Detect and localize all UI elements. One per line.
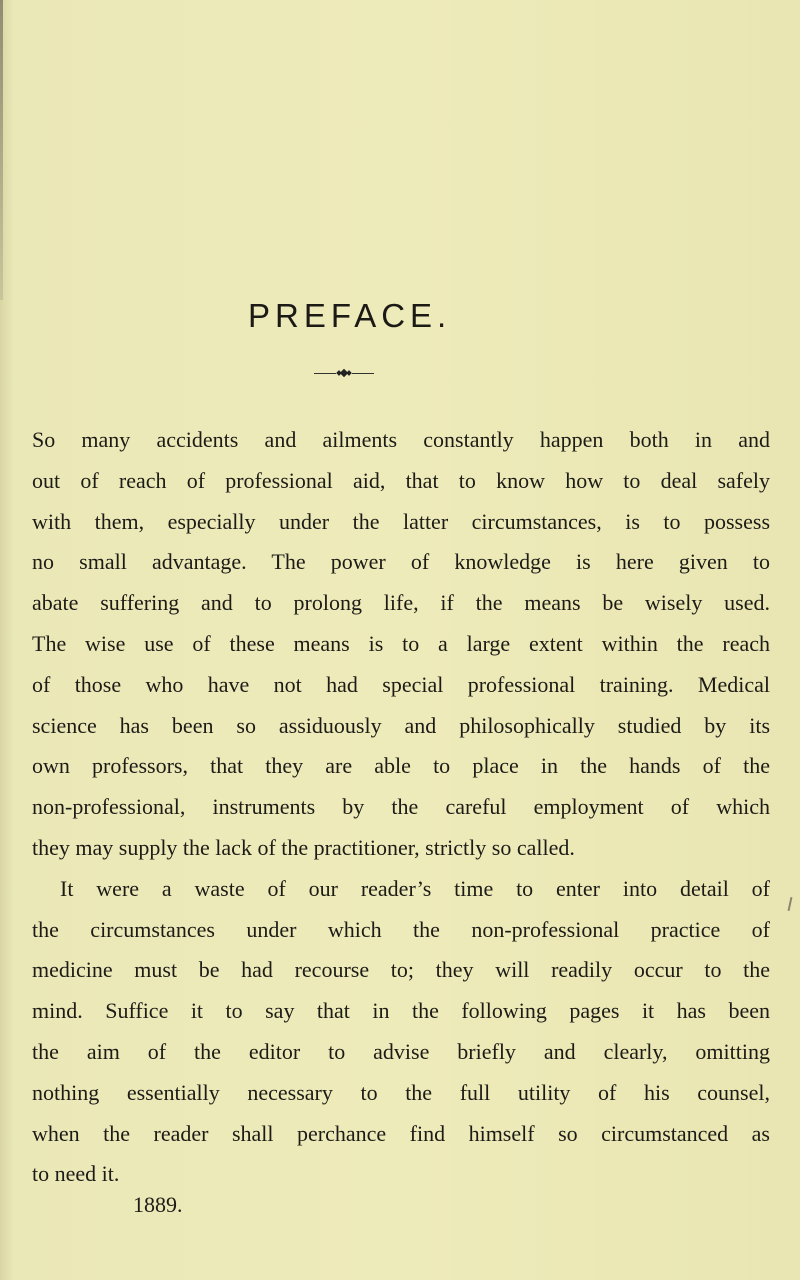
paragraph-1-line-9: own professors, that they are able to place in the hands of the <box>32 753 770 779</box>
paragraph-2-line-8: to need it. <box>32 1161 120 1187</box>
ornamental-rule-icon <box>314 368 374 380</box>
ornament-diamond-small-right <box>346 370 352 376</box>
preface-body <box>32 420 770 1195</box>
paragraph-1-line-5: abate suffering and to prolong life, if the means be wisely used. <box>32 590 770 616</box>
paragraph-2-line-4: mind. Suffice it to say that in the following pages it has been <box>32 998 770 1024</box>
margin-pencil-mark <box>788 897 793 911</box>
paragraph-1-line-4: no small advantage. The power of knowledge is here given to <box>32 549 770 575</box>
preface-date: 1889. <box>133 1192 183 1217</box>
paragraph-2-line-5: the aim of the editor to advise briefly and clearly, omitting <box>32 1038 770 1064</box>
paragraph-1-line-6: The wise use of these means is to a large extent within the reach <box>32 630 770 656</box>
paragraph-2-line-7: when the reader shall perchance find himself so circumstanced as <box>32 1120 770 1146</box>
paragraph-1-line-2: out of reach of professional aid, that to know how to deal safely <box>32 467 770 493</box>
paragraph-2-line-3: medicine must be had recourse to; they will readily occur to the <box>32 957 770 983</box>
paragraph-1-line-11: they may supply the lack of the practitioner, strictly so called. <box>32 834 575 860</box>
paragraph-1-line-1: So many accidents and ailments constantly happen both in and <box>32 427 770 452</box>
ornament-rule-left <box>314 373 336 374</box>
paragraph-2-line-6: nothing essentially necessary to the full utility of his counsel, <box>32 1079 770 1105</box>
paragraph-1-line-10: non-professional, instruments by the careful employment of which <box>32 794 770 820</box>
paragraph-1-line-7: of those who have not had special professional training. Medical <box>32 671 770 697</box>
paragraph-2-line-2: the circumstances under which the non-professional practice of <box>32 916 770 942</box>
ornament-rule-right <box>352 373 374 374</box>
page-title: PREFACE. <box>248 297 452 334</box>
paragraph-2-line-1: It were a waste of our reader’s time to enter into detail of <box>60 875 770 901</box>
paragraph-1-line-8: science has been so assiduously and philosophically studied by its <box>32 712 770 738</box>
paragraph-1-line-3: with them, especially under the latter circumstances, is to possess <box>32 508 770 534</box>
page-edge <box>0 0 3 300</box>
